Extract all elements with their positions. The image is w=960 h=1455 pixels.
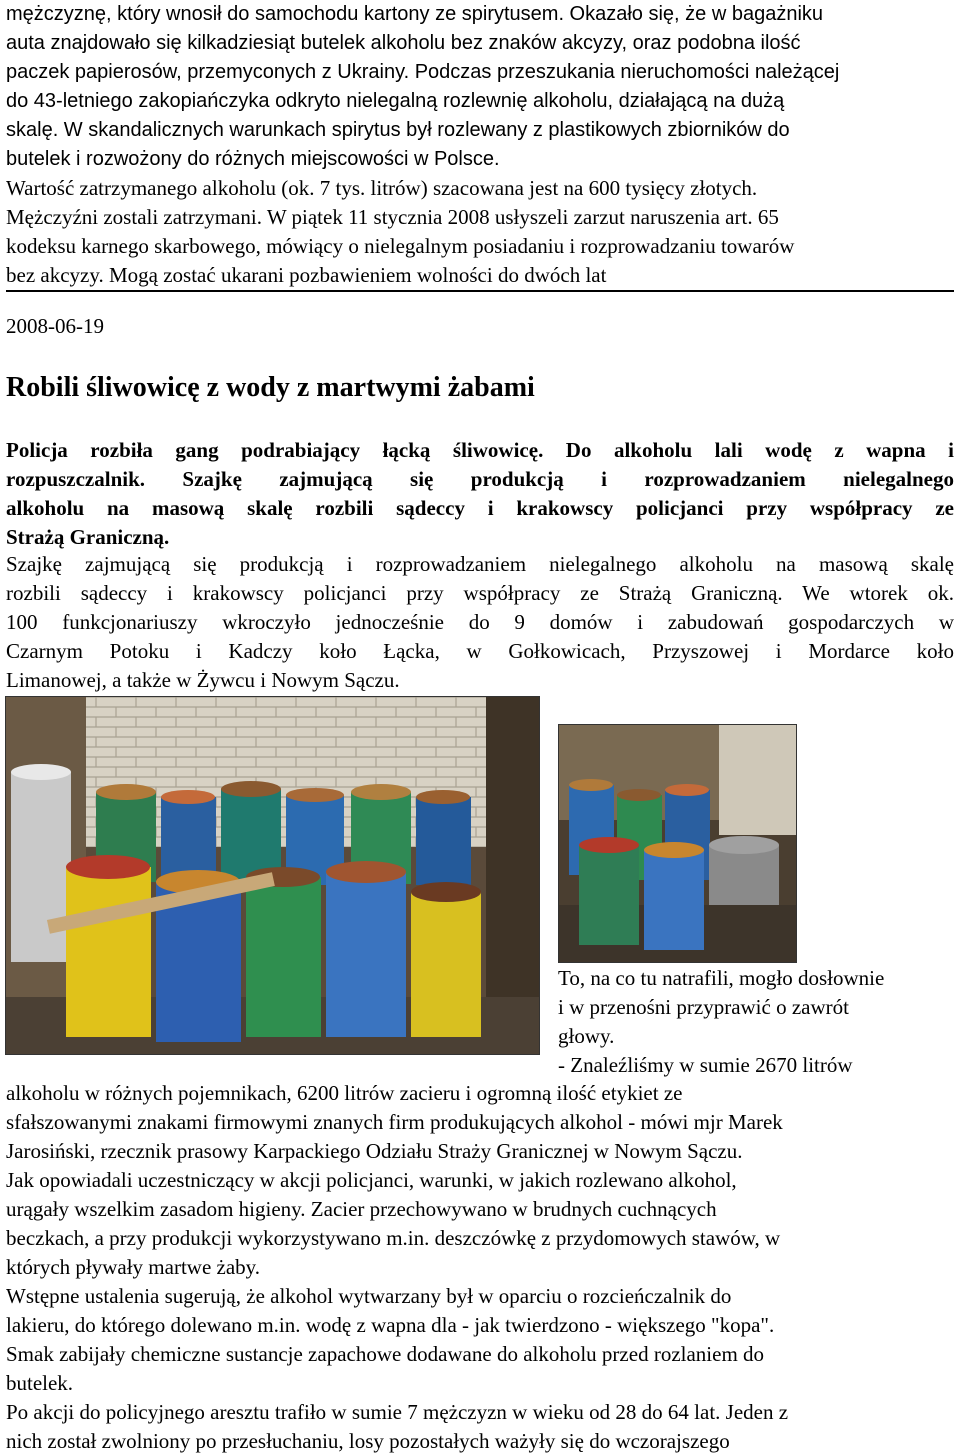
article-body-continued	[6, 1079, 954, 1455]
article-photo-barrels	[5, 696, 540, 1055]
article-lead	[6, 436, 954, 552]
text-line: Wartość zatrzymanego alkoholu (ok. 7 tys. litrów) szacowana jest na 600 tysięcy złotych.	[6, 176, 758, 200]
body-line: beczkach, a przy produkcji wykorzystywano m.in. deszczówkę z przydomowych stawów, w	[6, 1226, 781, 1250]
lead-line: alkoholu na masową skalę rozbili sądeccy i krakowscy policjanci przy współpracy ze	[6, 496, 954, 520]
caption-line: i w przenośni przyprawić o zawrót	[558, 995, 849, 1019]
body-line: rozbili sądeccy i krakowscy policjanci przy współpracy ze Strażą Graniczną. We wtorek ok.	[6, 581, 954, 605]
previous-article-text-serif	[6, 174, 954, 290]
article-body-intro	[6, 550, 954, 695]
caption-line: To, na co tu natrafili, mogło dosłownie	[558, 966, 885, 990]
caption-line: - Znaleźliśmy w sumie 2670 litrów	[558, 1053, 853, 1077]
barrels-image	[6, 697, 539, 1054]
lead-line: Policja rozbiła gang podrabiający łącką śliwowicę. Do alkoholu lali wodę z wapna i	[6, 438, 954, 462]
text-line: Mężczyźni zostali zatrzymani. W piątek 11 stycznia 2008 usłyszeli zarzut naruszenia art. 65	[6, 205, 779, 229]
body-line: 100 funkcjonariuszy wkroczyło jednocześnie do 9 domów i zabudowań gospodarczych w	[6, 610, 954, 634]
lead-line: Strażą Graniczną.	[6, 525, 170, 549]
body-line: których pływały martwe żaby.	[6, 1255, 261, 1279]
text-line: butelek i rozwożony do różnych miejscowości w Polsce.	[6, 148, 500, 170]
body-line: Wstępne ustalenia sugerują, że alkohol wytwarzany był w oparciu o rozcieńczalnik do	[6, 1284, 732, 1308]
body-line: lakieru, do którego dolewano m.in. wodę z wapna dla - jak twierdzono - większego "kopa".	[6, 1313, 775, 1337]
body-line: Po akcji do policyjnego aresztu trafiło w sumie 7 mężczyzn w wieku od 28 do 64 lat. Jeden z	[6, 1400, 789, 1424]
text-line: skalę. W skandalicznych warunkach spirytus był rozlewany z plastikowych zbiorników do	[6, 119, 790, 141]
body-line: Szajkę zajmującą się produkcją i rozprowadzaniem nielegalnego alkoholu na masową skalę	[6, 552, 954, 576]
section-divider	[6, 290, 954, 292]
text-line: bez akcyzy. Mogą zostać ukarani pozbawieniem wolności do dwóch lat	[6, 263, 607, 287]
photo-caption	[558, 964, 958, 1080]
previous-article-text	[6, 0, 954, 174]
article-photo-barrels-closeup	[558, 724, 797, 963]
article-date: 2008-06-19	[6, 314, 104, 338]
body-line: butelek.	[6, 1371, 74, 1395]
body-line: Czarnym Potoku i Kadczy koło Łącka, w Gołkowicach, Przyszowej i Mordarce koło	[6, 639, 954, 663]
body-line: Jarosiński, rzecznik prasowy Karpackiego Odziału Straży Granicznej w Nowym Sączu.	[6, 1139, 743, 1163]
body-line: urągały wszelkim zasadom higieny. Zacier przechowywano w brudnych cuchnących	[6, 1197, 717, 1221]
text-line: kodeksu karnego skarbowego, mówiący o nielegalnym posiadaniu i rozprowadzaniu towarów	[6, 234, 795, 258]
text-line: auta znajdowało się kilkadziesiąt butelek alkoholu bez znaków akcyzy, oraz podobna ilość	[6, 32, 801, 54]
caption-line: głowy.	[558, 1024, 615, 1048]
text-line: paczek papierosów, przemyconych z Ukrainy. Podczas przeszukania nieruchomości należącej	[6, 61, 840, 83]
body-line: Limanowej, a także w Żywcu i Nowym Sączu.	[6, 668, 400, 692]
body-line: sfałszowanymi znakami firmowymi znanych firm produkujących alkohol - mówi mjr Marek	[6, 1110, 783, 1134]
text-line: mężczyznę, który wnosił do samochodu kartony ze spirytusem. Okazało się, że w bagażniku	[6, 3, 824, 25]
body-line: Jak opowiadali uczestniczący w akcji policjanci, warunki, w jakich rozlewano alkohol,	[6, 1168, 737, 1192]
lead-line: rozpuszczalnik. Szajkę zajmującą się produkcją i rozprowadzaniem nielegalnego	[6, 467, 954, 491]
body-line: alkoholu w różnych pojemnikach, 6200 litrów zacieru i ogromną ilość etykiet ze	[6, 1081, 683, 1105]
body-line: nich został zwolniony po przesłuchaniu, losy pozostałych ważyły się do wczorajszego	[6, 1429, 730, 1453]
article-title: Robili śliwowicę z wody z martwymi żabami	[6, 372, 535, 403]
body-line: Smak zabijały chemiczne sustancje zapachowe dodawane do alkoholu przed rozlaniem do	[6, 1342, 765, 1366]
barrels-closeup-image	[559, 725, 796, 962]
text-line: do 43-letniego zakopiańczyka odkryto nielegalną rozlewnię alkoholu, działającą na dużą	[6, 90, 785, 112]
